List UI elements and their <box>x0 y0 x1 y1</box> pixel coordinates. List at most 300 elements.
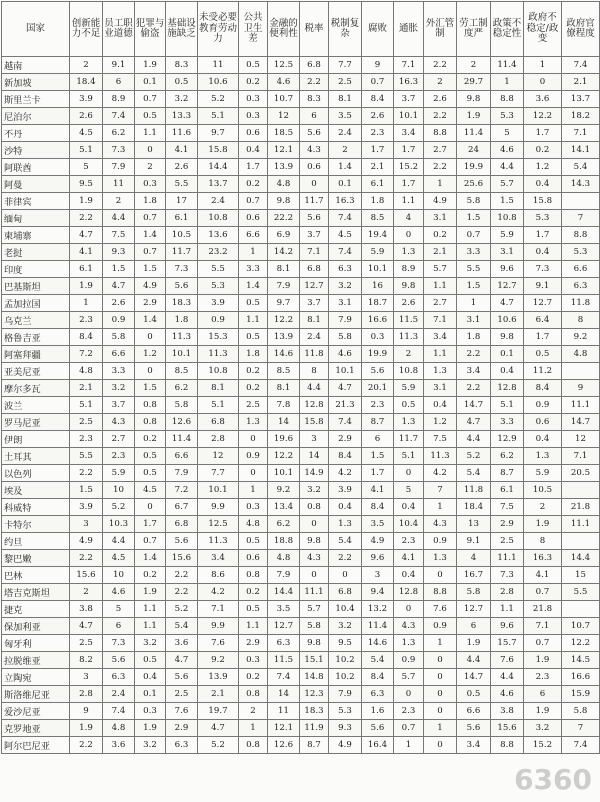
value-cell: 3.1 <box>457 312 491 329</box>
value-cell: 5.4 <box>166 618 198 635</box>
value-cell: 5.8 <box>103 329 135 346</box>
value-cell: 3.2 <box>329 618 362 635</box>
value-cell: 2.9 <box>135 295 166 312</box>
value-cell: 6.1 <box>362 176 394 193</box>
value-cell: 2.9 <box>239 635 268 652</box>
value-cell: 3.1 <box>491 244 524 261</box>
value-cell: 5.8 <box>329 329 362 346</box>
value-cell: 0.4 <box>424 397 457 414</box>
value-cell: 0.3 <box>239 91 268 108</box>
value-cell: 6.8 <box>329 584 362 601</box>
value-cell: 2.4 <box>198 193 239 210</box>
value-cell: 1.4 <box>135 312 166 329</box>
value-cell: 1.1 <box>424 346 457 363</box>
value-cell: 7.6 <box>491 652 524 669</box>
country-cell: 爱沙尼亚 <box>2 703 70 720</box>
value-cell: 5.9 <box>491 227 524 244</box>
value-cell: 2.2 <box>166 567 198 584</box>
value-cell: 0.4 <box>239 142 268 159</box>
table-row <box>2 397 600 414</box>
value-cell: 1 <box>239 482 268 499</box>
value-cell: 7.8 <box>268 397 300 414</box>
value-cell: 2.2 <box>70 465 103 482</box>
value-cell: 0.2 <box>424 227 457 244</box>
value-cell: 0.4 <box>524 431 562 448</box>
value-cell: 6.2 <box>103 125 135 142</box>
value-cell: 8.7 <box>491 465 524 482</box>
value-cell: 18.4 <box>457 499 491 516</box>
value-cell: 0.2 <box>524 142 562 159</box>
value-cell: 12 <box>198 448 239 465</box>
value-cell: 0 <box>424 686 457 703</box>
value-cell: 7.6 <box>166 703 198 720</box>
value-cell: 10.1 <box>268 465 300 482</box>
value-cell: 3.7 <box>300 227 329 244</box>
value-cell: 19.6 <box>268 431 300 448</box>
value-cell: 12.5 <box>268 57 300 74</box>
value-cell: 1.5 <box>457 278 491 295</box>
value-cell: 1.9 <box>135 720 166 737</box>
value-cell: 13.7 <box>562 91 600 108</box>
value-cell: 11.1 <box>491 550 524 567</box>
value-cell: 9.7 <box>268 295 300 312</box>
value-cell: 1.9 <box>70 720 103 737</box>
value-cell: 0 <box>135 499 166 516</box>
country-cell: 亚美尼亚 <box>2 363 70 380</box>
value-cell: 9.3 <box>103 244 135 261</box>
value-cell: 0.1 <box>491 346 524 363</box>
value-cell: 1 <box>394 737 424 754</box>
value-cell: 15.7 <box>491 635 524 652</box>
value-cell: 1.3 <box>394 414 424 431</box>
value-cell: 7 <box>424 482 457 499</box>
value-cell: 11.8 <box>457 482 491 499</box>
country-cell: 斯洛维尼亚 <box>2 686 70 703</box>
value-cell: 4 <box>394 210 424 227</box>
value-cell: 7.4 <box>103 703 135 720</box>
value-cell: 2.3 <box>70 312 103 329</box>
value-cell: 0.2 <box>239 176 268 193</box>
value-cell: 0.5 <box>239 295 268 312</box>
value-cell: 9 <box>362 57 394 74</box>
column-header: 劳工制度严 <box>457 2 491 57</box>
value-cell: 18.2 <box>562 108 600 125</box>
value-cell: 4.4 <box>300 380 329 397</box>
value-cell: 12.2 <box>268 312 300 329</box>
value-cell: 5.2 <box>103 499 135 516</box>
value-cell: 1.3 <box>329 516 362 533</box>
country-cell: 格鲁吉亚 <box>2 329 70 346</box>
value-cell: 0.5 <box>394 397 424 414</box>
value-cell: 1.1 <box>135 601 166 618</box>
value-cell: 14.6 <box>362 635 394 652</box>
value-cell: 12.7 <box>491 278 524 295</box>
value-cell: 0.8 <box>300 499 329 516</box>
value-cell: 1.7 <box>524 329 562 346</box>
table-header <box>2 2 600 57</box>
value-cell: 6.3 <box>562 278 600 295</box>
value-cell: 5.9 <box>524 465 562 482</box>
value-cell: 7.1 <box>562 448 600 465</box>
value-cell: 8.1 <box>268 261 300 278</box>
value-cell: 0 <box>394 465 424 482</box>
value-cell: 5.2 <box>457 448 491 465</box>
value-cell: 0.5 <box>135 448 166 465</box>
country-cell: 阿曼 <box>2 176 70 193</box>
table-row <box>2 74 600 91</box>
value-cell: 19.9 <box>457 159 491 176</box>
value-cell: 5.7 <box>300 601 329 618</box>
value-cell: 6 <box>103 74 135 91</box>
value-cell: 12.6 <box>166 414 198 431</box>
value-cell: 3.6 <box>524 91 562 108</box>
value-cell: 1.3 <box>394 244 424 261</box>
value-cell: 8.8 <box>424 125 457 142</box>
value-cell: 13.6 <box>198 227 239 244</box>
value-cell: 11.3 <box>394 329 424 346</box>
value-cell: 2.2 <box>424 57 457 74</box>
value-cell: 0 <box>524 74 562 91</box>
value-cell: 1.3 <box>239 414 268 431</box>
value-cell: 9.5 <box>70 176 103 193</box>
value-cell: 2.4 <box>329 125 362 142</box>
table-row <box>2 363 600 380</box>
value-cell: 0.5 <box>166 74 198 91</box>
table-row <box>2 295 600 312</box>
value-cell: 0.8 <box>239 567 268 584</box>
value-cell: 0.7 <box>524 584 562 601</box>
country-cell: 埃及 <box>2 482 70 499</box>
table-row <box>2 533 600 550</box>
value-cell: 2 <box>524 499 562 516</box>
value-cell: 12.1 <box>268 720 300 737</box>
value-cell: 6.9 <box>268 227 300 244</box>
value-cell: 11.4 <box>457 125 491 142</box>
value-cell: 0.7 <box>524 635 562 652</box>
value-cell: 1.7 <box>362 142 394 159</box>
value-cell: 0.4 <box>394 499 424 516</box>
value-cell: 0 <box>239 431 268 448</box>
value-cell: 14 <box>300 448 329 465</box>
value-cell: 7.1 <box>198 601 239 618</box>
value-cell: 11.1 <box>300 584 329 601</box>
value-cell: 13.9 <box>198 669 239 686</box>
value-cell: 7.6 <box>198 635 239 652</box>
value-cell: 1 <box>239 720 268 737</box>
value-cell: 8.9 <box>394 261 424 278</box>
value-cell: 1.7 <box>524 227 562 244</box>
column-header: 政府官僚程度 <box>562 2 600 57</box>
value-cell: 1.3 <box>424 363 457 380</box>
value-cell: 1.8 <box>457 329 491 346</box>
value-cell <box>562 533 600 550</box>
table-row <box>2 125 600 142</box>
value-cell: 15.6 <box>491 720 524 737</box>
value-cell: 12.5 <box>198 516 239 533</box>
value-cell: 7.3 <box>103 142 135 159</box>
value-cell: 5.1 <box>70 142 103 159</box>
value-cell: 6.3 <box>166 737 198 754</box>
value-cell: 21.8 <box>562 499 600 516</box>
value-cell: 11.3 <box>166 329 198 346</box>
table-row <box>2 414 600 431</box>
country-cell: 印度 <box>2 261 70 278</box>
value-cell: 7.4 <box>562 57 600 74</box>
value-cell: 2.7 <box>424 142 457 159</box>
value-cell: 0.5 <box>135 652 166 669</box>
value-cell: 5.1 <box>198 397 239 414</box>
value-cell: 18.3 <box>166 295 198 312</box>
value-cell: 10.7 <box>268 91 300 108</box>
country-cell: 阿联酋 <box>2 159 70 176</box>
value-cell: 11.9 <box>300 720 329 737</box>
value-cell: 13.9 <box>268 159 300 176</box>
value-cell: 16.3 <box>329 193 362 210</box>
value-cell: 0.9 <box>424 618 457 635</box>
value-cell: 4.8 <box>103 720 135 737</box>
value-cell: 11.3 <box>198 533 239 550</box>
value-cell: 11.3 <box>198 346 239 363</box>
value-cell: 25.6 <box>457 176 491 193</box>
value-cell: 4.2 <box>198 584 239 601</box>
value-cell: 1.8 <box>135 193 166 210</box>
value-cell: 1.4 <box>329 159 362 176</box>
value-cell: 8.7 <box>362 414 394 431</box>
value-cell: 6.8 <box>300 57 329 74</box>
value-cell: 24 <box>457 142 491 159</box>
value-cell: 9.8 <box>394 278 424 295</box>
value-cell: 3.2 <box>135 737 166 754</box>
value-cell: 8.6 <box>198 567 239 584</box>
value-cell: 2 <box>394 346 424 363</box>
value-cell: 16.7 <box>457 567 491 584</box>
value-cell: 0.5 <box>524 346 562 363</box>
value-cell: 2.9 <box>166 720 198 737</box>
value-cell: 6.3 <box>362 686 394 703</box>
value-cell: 4.9 <box>424 193 457 210</box>
value-cell: 11 <box>198 57 239 74</box>
value-cell: 3.2 <box>329 278 362 295</box>
value-cell: 4.6 <box>103 584 135 601</box>
value-cell: 10.4 <box>329 601 362 618</box>
value-cell: 0 <box>135 329 166 346</box>
value-cell: 16.4 <box>362 737 394 754</box>
table-row <box>2 635 600 652</box>
value-cell: 15.6 <box>70 567 103 584</box>
value-cell: 0.5 <box>239 533 268 550</box>
column-header: 外汇管制 <box>424 2 457 57</box>
value-cell: 9.8 <box>268 193 300 210</box>
value-cell: 0.8 <box>239 737 268 754</box>
value-cell: 3.6 <box>166 635 198 652</box>
value-cell: 3.2 <box>135 635 166 652</box>
value-cell: 2.5 <box>70 414 103 431</box>
value-cell: 4.8 <box>562 346 600 363</box>
value-cell: 0 <box>394 686 424 703</box>
country-cell: 立陶宛 <box>2 669 70 686</box>
country-cell: 黎巴嫩 <box>2 550 70 567</box>
value-cell: 1.1 <box>239 618 268 635</box>
value-cell: 5.5 <box>70 448 103 465</box>
value-cell: 7.7 <box>329 57 362 74</box>
table-row <box>2 465 600 482</box>
value-cell: 10.1 <box>198 482 239 499</box>
value-cell: 0.3 <box>239 108 268 125</box>
value-cell: 4.6 <box>491 142 524 159</box>
country-cell: 越南 <box>2 57 70 74</box>
value-cell: 18.4 <box>70 74 103 91</box>
table-row <box>2 686 600 703</box>
value-cell: 10.8 <box>394 363 424 380</box>
value-cell: 0.9 <box>394 652 424 669</box>
value-cell: 3.7 <box>300 295 329 312</box>
value-cell: 10.1 <box>394 108 424 125</box>
value-cell: 21.8 <box>524 601 562 618</box>
value-cell: 0.2 <box>135 431 166 448</box>
value-cell: 5.5 <box>198 261 239 278</box>
value-cell: 7.6 <box>424 601 457 618</box>
value-cell: 1 <box>491 74 524 91</box>
value-cell: 7.4 <box>329 414 362 431</box>
value-cell: 8.5 <box>166 363 198 380</box>
value-cell: 5.3 <box>198 278 239 295</box>
value-cell: 16.3 <box>394 74 424 91</box>
value-cell: 8.8 <box>491 737 524 754</box>
value-cell: 0 <box>239 465 268 482</box>
value-cell: 9.1 <box>524 278 562 295</box>
value-cell: 9.1 <box>457 533 491 550</box>
value-cell: 15.2 <box>524 737 562 754</box>
country-cell: 沙特 <box>2 142 70 159</box>
value-cell: 5.5 <box>457 261 491 278</box>
value-cell: 11.1 <box>562 397 600 414</box>
table-row <box>2 176 600 193</box>
value-cell: 0.2 <box>239 584 268 601</box>
value-cell: 5.6 <box>166 533 198 550</box>
value-cell: 5.2 <box>198 737 239 754</box>
value-cell: 0.1 <box>329 176 362 193</box>
table-row <box>2 499 600 516</box>
value-cell: 3 <box>70 669 103 686</box>
column-header: 员工职业道德 <box>103 2 135 57</box>
value-cell: 3 <box>300 431 329 448</box>
value-cell: 14.8 <box>300 669 329 686</box>
table-row <box>2 431 600 448</box>
value-cell: 12.3 <box>300 686 329 703</box>
value-cell: 4.3 <box>394 618 424 635</box>
value-cell: 14.9 <box>300 465 329 482</box>
country-cell: 摩尔多瓦 <box>2 380 70 397</box>
value-cell: 0.5 <box>135 108 166 125</box>
value-cell: 2.4 <box>300 329 329 346</box>
value-cell: 9.6 <box>491 261 524 278</box>
value-cell: 6.3 <box>268 635 300 652</box>
value-cell: 7.9 <box>166 465 198 482</box>
country-cell: 波兰 <box>2 397 70 414</box>
value-cell: 7.3 <box>103 635 135 652</box>
value-cell: 14.4 <box>268 584 300 601</box>
value-cell: 2.5 <box>491 533 524 550</box>
value-cell: 4.9 <box>70 533 103 550</box>
value-cell: 8.8 <box>562 227 600 244</box>
value-cell: 4.8 <box>268 550 300 567</box>
value-cell: 2.5 <box>329 74 362 91</box>
value-cell: 3.9 <box>70 499 103 516</box>
country-cell: 缅甸 <box>2 210 70 227</box>
value-cell: 3.5 <box>362 516 394 533</box>
table-row <box>2 703 600 720</box>
table-row <box>2 550 600 567</box>
value-cell: 14.1 <box>562 142 600 159</box>
value-cell: 4.4 <box>491 159 524 176</box>
value-cell: 0.4 <box>524 244 562 261</box>
value-cell: 12.7 <box>524 295 562 312</box>
value-cell: 7.9 <box>268 567 300 584</box>
value-cell: 0.6 <box>239 550 268 567</box>
value-cell: 10.2 <box>329 669 362 686</box>
value-cell: 4.4 <box>457 431 491 448</box>
value-cell: 1.9 <box>524 652 562 669</box>
value-cell: 5.8 <box>457 193 491 210</box>
value-cell: 11.4 <box>166 431 198 448</box>
value-cell: 12.8 <box>394 584 424 601</box>
value-cell: 2.1 <box>70 380 103 397</box>
value-cell: 9.8 <box>300 635 329 652</box>
value-cell: 4.3 <box>300 142 329 159</box>
value-cell: 0.1 <box>135 74 166 91</box>
value-cell: 10.4 <box>394 516 424 533</box>
country-cell: 不丹 <box>2 125 70 142</box>
value-cell: 4.7 <box>70 618 103 635</box>
value-cell: 5.6 <box>166 278 198 295</box>
value-cell: 12.2 <box>524 108 562 125</box>
value-cell: 1 <box>239 244 268 261</box>
value-cell: 29.7 <box>457 74 491 91</box>
value-cell: 8.3 <box>166 57 198 74</box>
value-cell: 6.8 <box>300 261 329 278</box>
value-cell: 13.7 <box>198 176 239 193</box>
value-cell: 12.6 <box>268 737 300 754</box>
country-cell: 塔吉克斯坦 <box>2 584 70 601</box>
value-cell: 1.8 <box>239 346 268 363</box>
value-cell: 5.5 <box>166 176 198 193</box>
table-row <box>2 618 600 635</box>
value-cell: 2.5 <box>166 686 198 703</box>
value-cell: 2.2 <box>166 584 198 601</box>
value-cell: 10.1 <box>329 363 362 380</box>
value-cell: 6.2 <box>491 448 524 465</box>
value-cell: 4.1 <box>70 244 103 261</box>
value-cell: 7.9 <box>329 312 362 329</box>
value-cell: 1.9 <box>135 584 166 601</box>
country-cell: 约旦 <box>2 533 70 550</box>
column-header: 创新能力不足 <box>70 2 103 57</box>
value-cell: 1.7 <box>394 142 424 159</box>
value-cell: 12 <box>268 108 300 125</box>
value-cell: 2.9 <box>329 431 362 448</box>
value-cell: 1 <box>424 176 457 193</box>
value-cell: 3.2 <box>524 720 562 737</box>
value-cell: 0 <box>424 703 457 720</box>
value-cell: 10.7 <box>562 618 600 635</box>
value-cell: 4.7 <box>166 652 198 669</box>
country-cell: 拉脱维亚 <box>2 652 70 669</box>
value-cell: 2.2 <box>424 108 457 125</box>
value-cell: 1.1 <box>239 312 268 329</box>
value-cell: 1.4 <box>239 278 268 295</box>
value-cell: 2.7 <box>103 431 135 448</box>
value-cell: 4.1 <box>524 567 562 584</box>
